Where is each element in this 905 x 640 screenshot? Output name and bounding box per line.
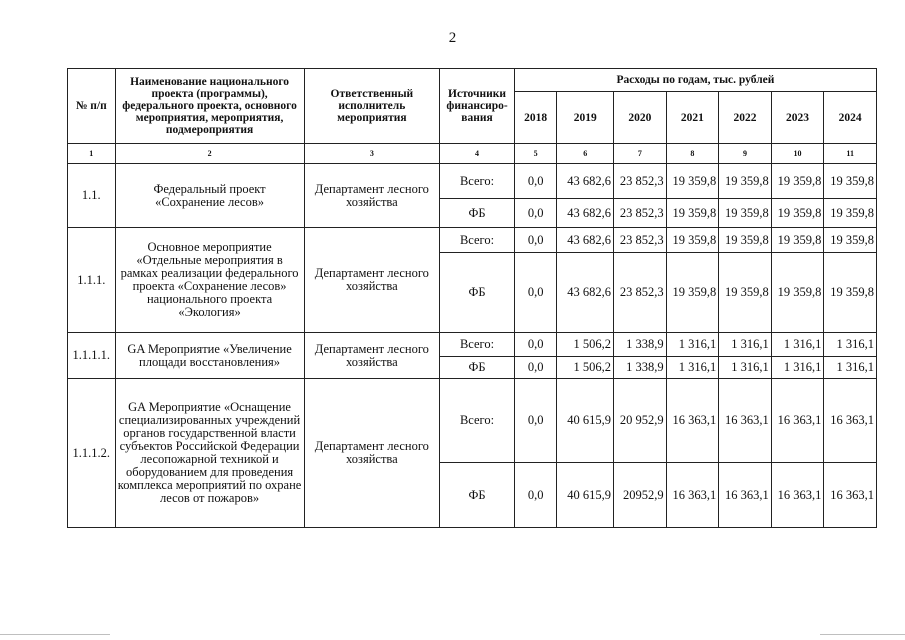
value-cell: 1 316,1 bbox=[771, 333, 824, 357]
budget-table bbox=[67, 68, 877, 528]
value-cell: 43 682,6 bbox=[557, 164, 614, 199]
value-cell: 1 316,1 bbox=[666, 333, 719, 357]
value-cell: 43 682,6 bbox=[557, 228, 614, 253]
column-number: 2 bbox=[115, 144, 304, 164]
value-cell: 16 363,1 bbox=[771, 463, 824, 528]
value-cell: 1 506,2 bbox=[557, 357, 614, 379]
value-cell: 19 359,8 bbox=[824, 228, 877, 253]
row-code: 1.1. bbox=[68, 164, 116, 228]
column-number: 4 bbox=[440, 144, 515, 164]
value-cell: 19 359,8 bbox=[824, 164, 877, 199]
header-expenses: Расходы по годам, тыс. рублей bbox=[514, 69, 876, 92]
value-cell: 19 359,8 bbox=[771, 164, 824, 199]
row-name: Основное мероприятие «Отдельные мероприятия в рамках реализации федерального проекта «Сохранение лесов» национального проекта «Экология» bbox=[115, 228, 304, 333]
header-executor: Ответственный исполнитель мероприятия bbox=[304, 69, 440, 144]
row-name: Федеральный проект «Сохранение лесов» bbox=[115, 164, 304, 228]
value-cell: 19 359,8 bbox=[771, 253, 824, 333]
value-cell: 19 359,8 bbox=[666, 228, 719, 253]
value-cell: 1 338,9 bbox=[614, 357, 667, 379]
value-cell: 19 359,8 bbox=[824, 253, 877, 333]
column-number: 1 bbox=[68, 144, 116, 164]
column-number: 8 bbox=[666, 144, 719, 164]
row-executor: Департамент лесного хозяйства bbox=[304, 228, 440, 333]
row-source: Всего: bbox=[440, 164, 515, 199]
value-cell: 19 359,8 bbox=[719, 199, 772, 228]
value-cell: 19 359,8 bbox=[719, 164, 772, 199]
table-row bbox=[68, 228, 877, 253]
column-number: 5 bbox=[514, 144, 556, 164]
value-cell: 40 615,9 bbox=[557, 379, 614, 463]
value-cell: 0,0 bbox=[514, 228, 556, 253]
row-executor: Департамент лесного хозяйства bbox=[304, 379, 440, 528]
value-cell: 43 682,6 bbox=[557, 199, 614, 228]
value-cell: 23 852,3 bbox=[614, 253, 667, 333]
value-cell: 19 359,8 bbox=[719, 253, 772, 333]
value-cell: 16 363,1 bbox=[824, 463, 877, 528]
column-number: 6 bbox=[557, 144, 614, 164]
scan-artifact bbox=[0, 634, 110, 635]
year-header: 2024 bbox=[824, 92, 877, 144]
value-cell: 1 338,9 bbox=[614, 333, 667, 357]
value-cell: 1 316,1 bbox=[666, 357, 719, 379]
value-cell: 1 316,1 bbox=[824, 333, 877, 357]
value-cell: 19 359,8 bbox=[666, 253, 719, 333]
value-cell: 19 359,8 bbox=[771, 199, 824, 228]
value-cell: 0,0 bbox=[514, 333, 556, 357]
value-cell: 0,0 bbox=[514, 379, 556, 463]
year-header: 2018 bbox=[514, 92, 556, 144]
header-name: Наименование национального проекта (программы), федерального проекта, основного мероприятия, мероприятия, подмероприятия bbox=[115, 69, 304, 144]
column-number: 11 bbox=[824, 144, 877, 164]
table-row bbox=[68, 164, 877, 199]
value-cell: 20952,9 bbox=[614, 463, 667, 528]
row-source: ФБ bbox=[440, 463, 515, 528]
row-source: Всего: bbox=[440, 333, 515, 357]
row-code: 1.1.1.2. bbox=[68, 379, 116, 528]
value-cell: 16 363,1 bbox=[666, 463, 719, 528]
value-cell: 1 506,2 bbox=[557, 333, 614, 357]
value-cell: 16 363,1 bbox=[771, 379, 824, 463]
value-cell: 20 952,9 bbox=[614, 379, 667, 463]
table-row bbox=[68, 333, 877, 357]
page-number: 2 bbox=[448, 30, 457, 46]
value-cell: 0,0 bbox=[514, 164, 556, 199]
column-number: 9 bbox=[719, 144, 772, 164]
column-number: 7 bbox=[614, 144, 667, 164]
value-cell: 16 363,1 bbox=[824, 379, 877, 463]
value-cell: 43 682,6 bbox=[557, 253, 614, 333]
year-header: 2023 bbox=[771, 92, 824, 144]
value-cell: 0,0 bbox=[514, 199, 556, 228]
row-executor: Департамент лесного хозяйства bbox=[304, 164, 440, 228]
value-cell: 0,0 bbox=[514, 357, 556, 379]
value-cell: 0,0 bbox=[514, 253, 556, 333]
value-cell: 19 359,8 bbox=[824, 199, 877, 228]
row-name: GA Мероприятие «Увеличение площади восстановления» bbox=[115, 333, 304, 379]
row-name: GA Мероприятие «Оснащение специализированных учреждений органов государственной власти субъектов Российской Федерации лесопожарной техникой и оборудованием для проведения комплекса мероприятий по охране лесов от пожаров» bbox=[115, 379, 304, 528]
column-number: 10 bbox=[771, 144, 824, 164]
row-code: 1.1.1. bbox=[68, 228, 116, 333]
row-code: 1.1.1.1. bbox=[68, 333, 116, 379]
value-cell: 19 359,8 bbox=[666, 199, 719, 228]
header-num: № п/п bbox=[68, 69, 116, 144]
row-source: ФБ bbox=[440, 199, 515, 228]
value-cell: 23 852,3 bbox=[614, 199, 667, 228]
table-row bbox=[68, 379, 877, 463]
value-cell: 1 316,1 bbox=[771, 357, 824, 379]
value-cell: 23 852,3 bbox=[614, 228, 667, 253]
value-cell: 23 852,3 bbox=[614, 164, 667, 199]
row-executor: Департамент лесного хозяйства bbox=[304, 333, 440, 379]
year-header: 2022 bbox=[719, 92, 772, 144]
value-cell: 19 359,8 bbox=[666, 164, 719, 199]
row-source: Всего: bbox=[440, 379, 515, 463]
scan-artifact bbox=[820, 634, 905, 635]
value-cell: 0,0 bbox=[514, 463, 556, 528]
value-cell: 19 359,8 bbox=[719, 228, 772, 253]
value-cell: 1 316,1 bbox=[824, 357, 877, 379]
value-cell: 1 316,1 bbox=[719, 333, 772, 357]
header-source: Источники финансиро-вания bbox=[440, 69, 515, 144]
value-cell: 16 363,1 bbox=[666, 379, 719, 463]
column-number: 3 bbox=[304, 144, 440, 164]
value-cell: 16 363,1 bbox=[719, 379, 772, 463]
value-cell: 16 363,1 bbox=[719, 463, 772, 528]
value-cell: 1 316,1 bbox=[719, 357, 772, 379]
year-header: 2021 bbox=[666, 92, 719, 144]
row-source: Всего: bbox=[440, 228, 515, 253]
year-header: 2020 bbox=[614, 92, 667, 144]
value-cell: 40 615,9 bbox=[557, 463, 614, 528]
value-cell: 19 359,8 bbox=[771, 228, 824, 253]
row-source: ФБ bbox=[440, 357, 515, 379]
year-header: 2019 bbox=[557, 92, 614, 144]
row-source: ФБ bbox=[440, 253, 515, 333]
